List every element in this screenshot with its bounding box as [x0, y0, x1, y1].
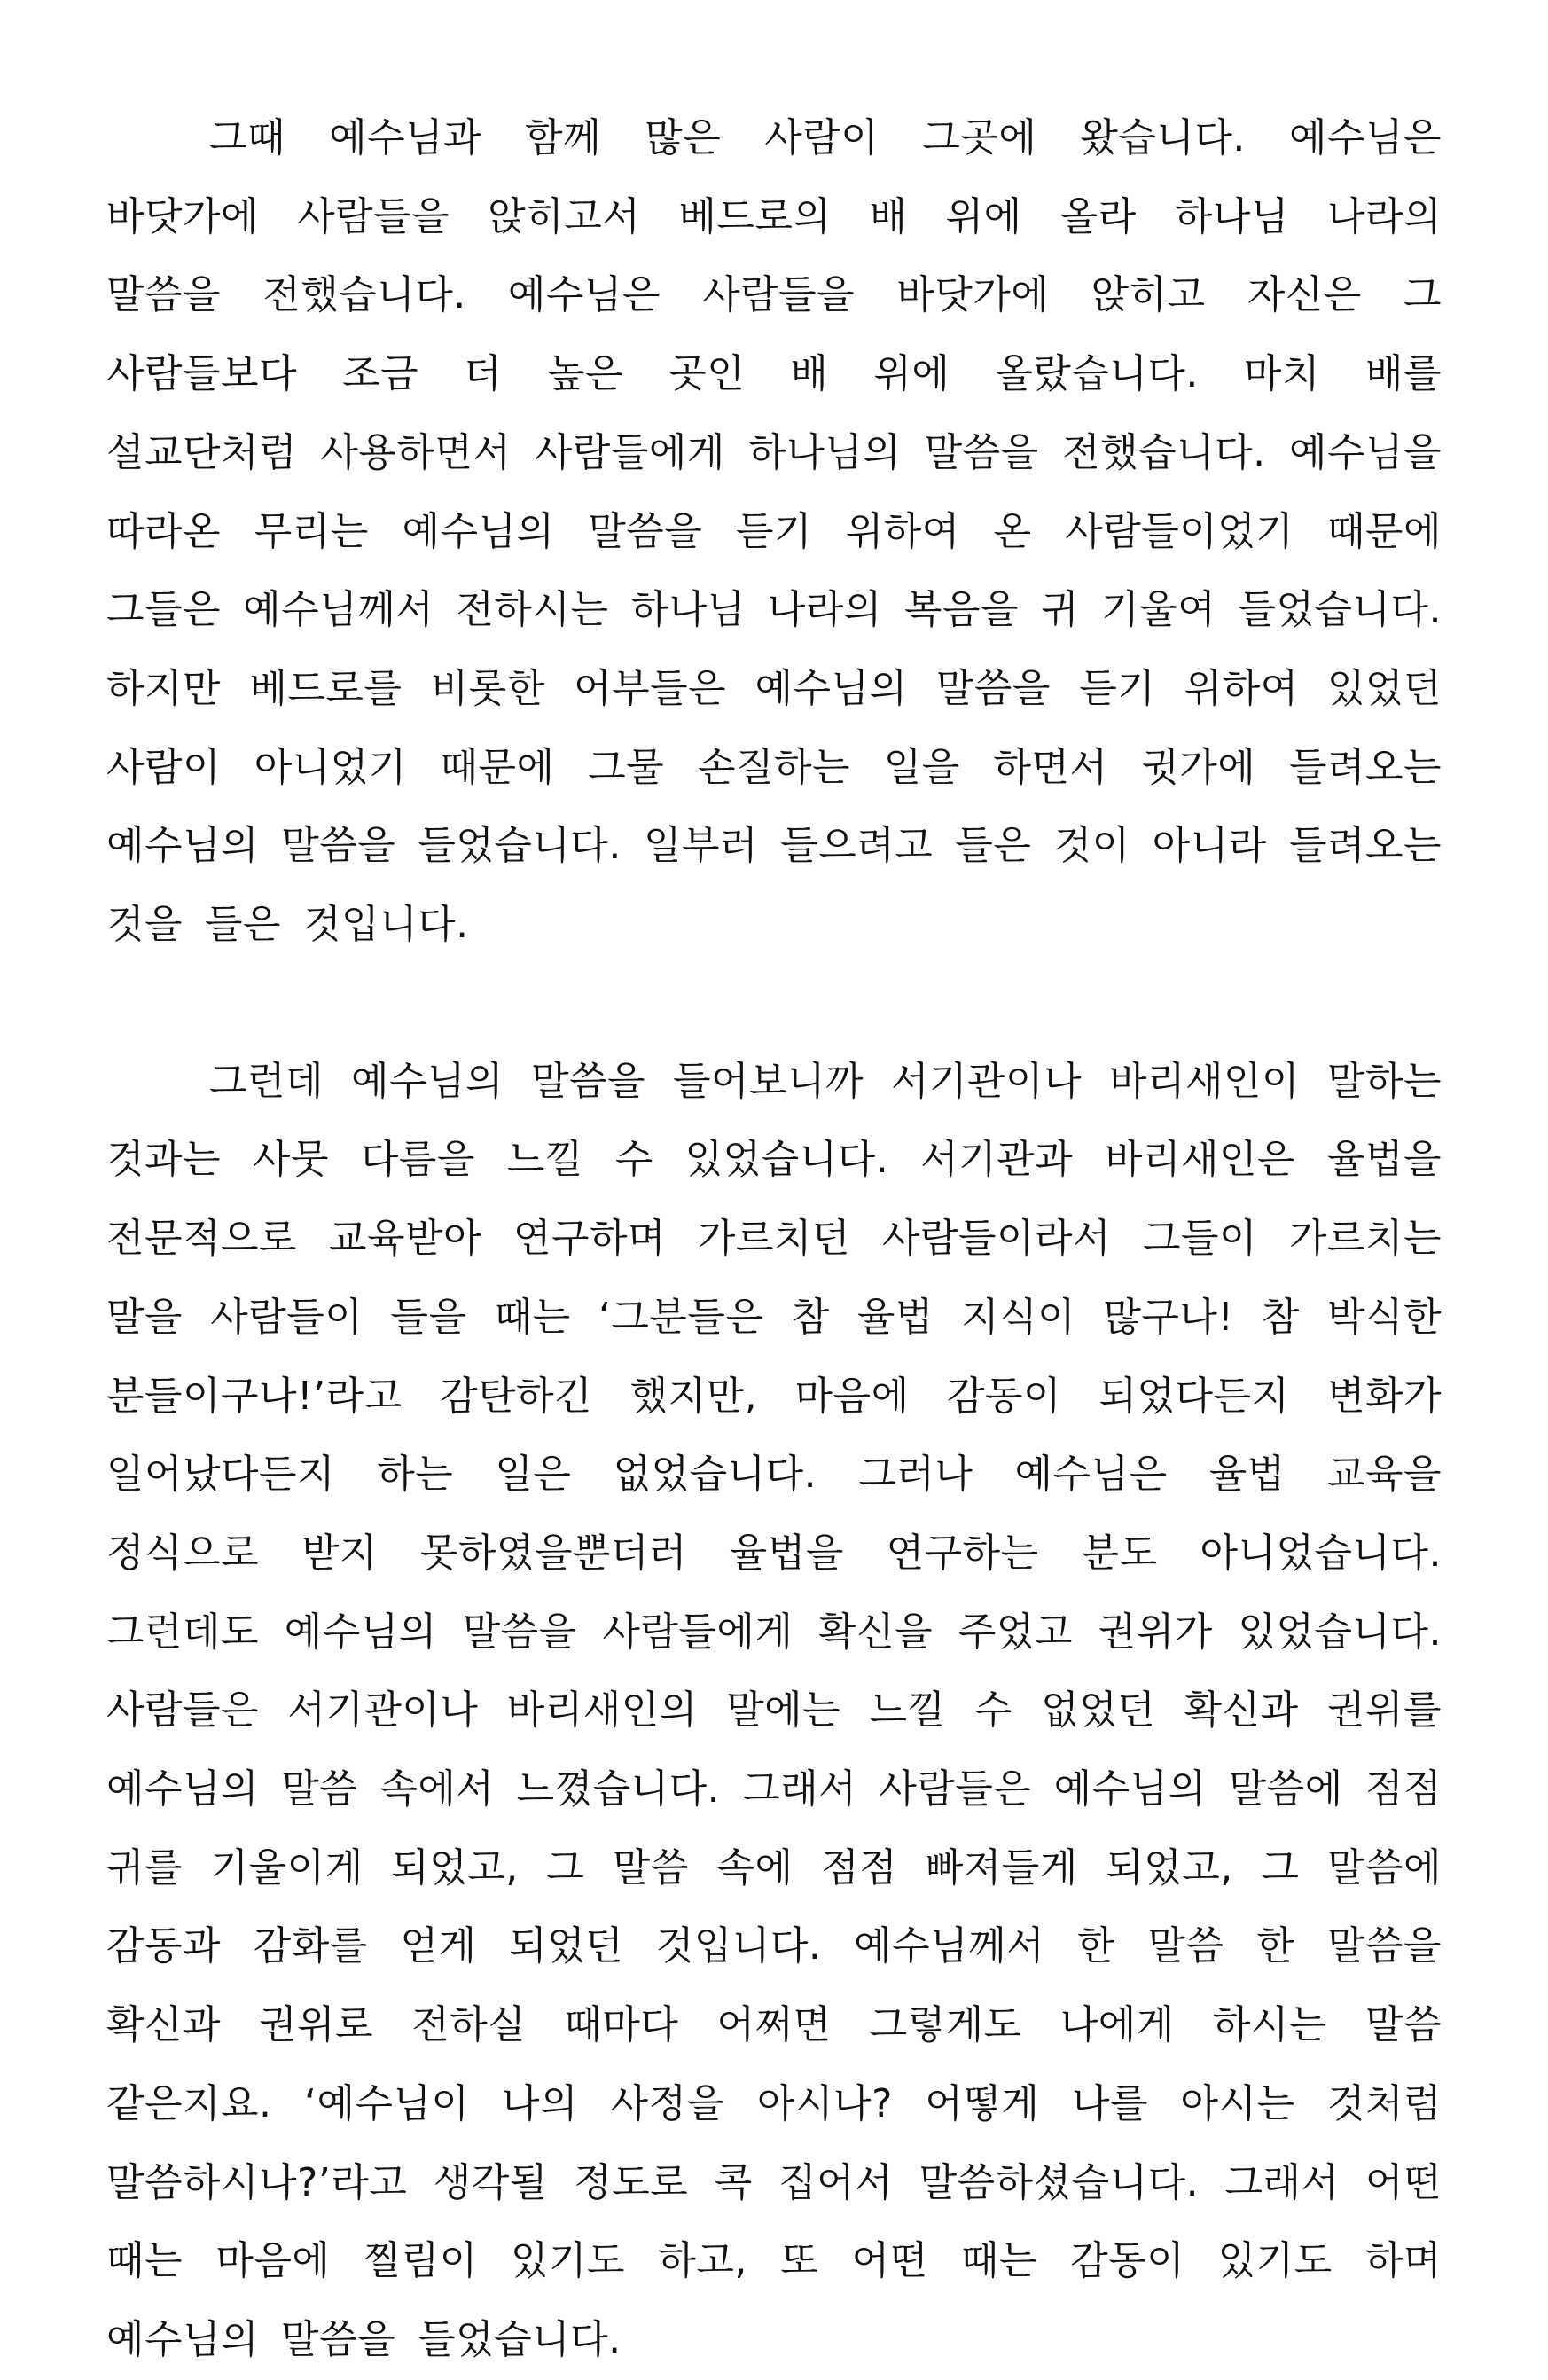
document-page: [106, 99, 1442, 2380]
paragraph-1: 그때 예수님과 함께 많은 사람이 그곳에 왔습니다. 예수님은 바닷가에 사람들을 앉히고서 베드로의 배 위에 올라 하나님 나라의 말씀을 전했습니다. 예수님은 사람들을 바닷가에 앉히고 자신은 그 사람들보다 조금 더 높은 곳인 배 위에 올랐습니다. 마치 배를 설교단처럼 사용하면서 사람들에게 하나님의 말씀을 전했습니다. 예수님을 따라온 무리는 예수님의 말씀을 듣기 위하여 온 사람들이었기 때문에 그들은 예수님께서 전하시는 하나님 나라의 복음을 귀 기울여 들었습니다. 하지만 베드로를 비롯한 어부들은 예수님의 말씀을 듣기 위하여 있었던 사람이 아니었기 때문에 그물 손질하는 일을 하면서 귓가에 들려오는 예수님의 말씀을 들었습니다. 일부러 들으려고 들은 것이 아니라 들려오는 것을 들은 것입니다.: [106, 115, 1442, 948]
paragraph-2: 그런데 예수님의 말씀을 들어보니까 서기관이나 바리새인이 말하는 것과는 사뭇 다름을 느낄 수 있었습니다. 서기관과 바리새인은 율법을 전문적으로 교육받아 연구하며 가르치던 사람들이라서 그들이 가르치는 말을 사람들이 들을 때는 ‘그분들은 참 율법 지식이 많구나! 참 박식한 분들이구나!’라고 감탄하긴 했지만, 마음에 감동이 되었다든지 변화가 일어났다든지 하는 일은 없었습니다. 그러나 예수님은 율법 교육을 정식으로 받지 못하였을뿐더러 율법을 연구하는 분도 아니었습니다. 그런데도 예수님의 말씀을 사람들에게 확신을 주었고 권위가 있었습니다. 사람들은 서기관이나 바리새인의 말에는 느낄 수 없었던 확신과 권위를 예수님의 말씀 속에서 느꼈습니다. 그래서 사람들은 예수님의 말씀에 점점 귀를 기울이게 되었고, 그 말씀 속에 점점 빠져들게 되었고, 그 말씀에 감동과 감화를 얻게 되었던 것입니다. 예수님께서 한 말씀 한 말씀을 확신과 권위로 전하실 때마다 어쩌면 그렇게도 나에게 하시는 말씀 같은지요. ‘예수님이 나의 사정을 아시나? 어떻게 나를 아시는 것처럼 말씀하시나?’라고 생각될 정도로 콕 집어서 말씀하셨습니다. 그래서 어떤 때는 마음에 찔림이 있기도 하고, 또 어떤 때는 감동이 있기도 하며 예수님의 말씀을 들었습니다.: [106, 1058, 1442, 2362]
